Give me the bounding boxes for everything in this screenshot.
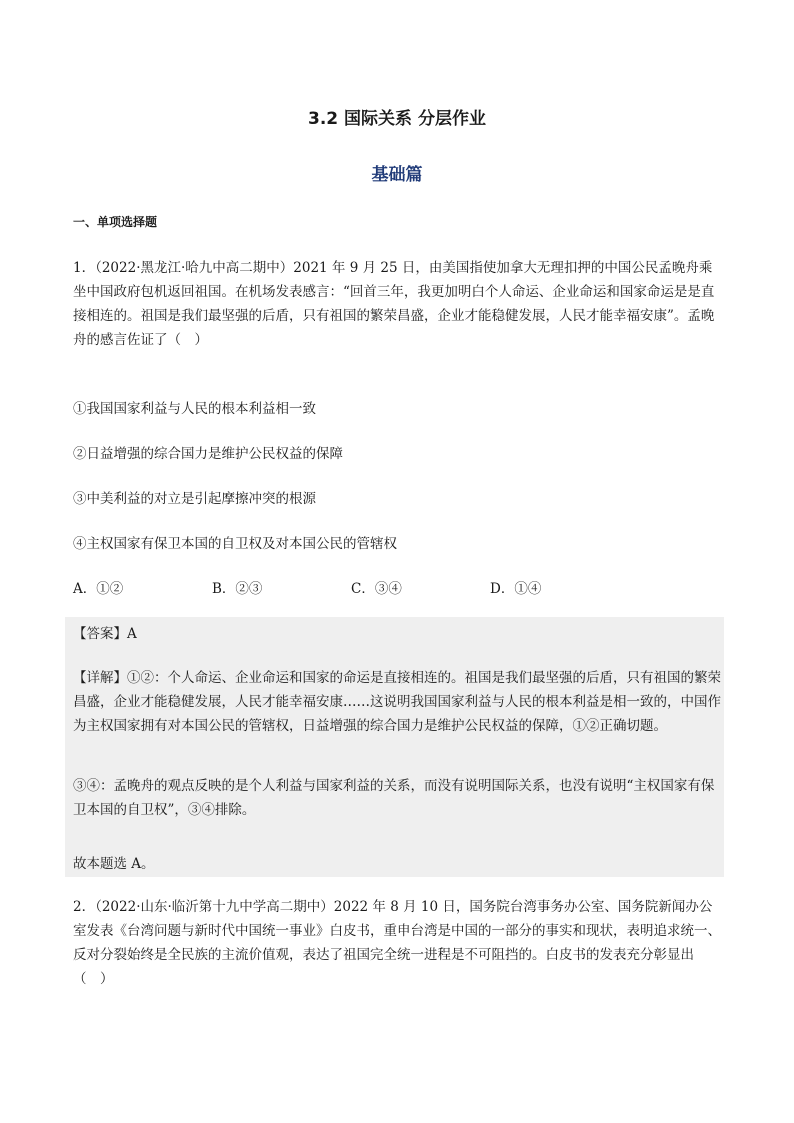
choice-d: D．①④ xyxy=(490,581,542,597)
question-1-option-2: ②日益增强的综合国力是维护公民权益的保障 xyxy=(73,446,343,462)
detail-paragraph-1: 【详解】①②：个人命运、企业命运和国家的命运是直接相连的。祖国是我们最坚强的后盾，只有祖国的繁荣昌盛，企业才能稳健发展，人民才能幸福安康……这说明我国国家利益与人民的根本利益是相一致的，中国作为主权国家拥有对本国公民的管辖权，日益增强的综合国力是维护公民权益的保障，①②正确切题。 xyxy=(73,670,721,734)
detail-paragraph-2: ③④：孟晚舟的观点反映的是个人利益与国家利益的关系，而没有说明国际关系，也没有说明“主权国家有保卫本国的自卫权”，③④排除。 xyxy=(73,778,715,818)
answer-box xyxy=(65,617,724,877)
choice-b: B．②③ xyxy=(212,581,263,597)
conclusion-line: 故本题选 A。 xyxy=(73,856,155,872)
question-1-option-3: ③中美利益的对立是引起摩擦冲突的根源 xyxy=(73,491,316,507)
document-title: 3.2 国际关系 分层作业 xyxy=(308,109,486,129)
answer-line: 【答案】A xyxy=(73,626,137,642)
question-2-stem: 2．（2022·山东·临沂第十九中学高二期中）2022 年 8 月 10 日，国务院台湾事务办公室、国务院新闻办公室发表《台湾问题与新时代中国统一事业》白皮书，重申台湾是中国的一部分的事实和现状，表明追求统一、反对分裂始终是全民族的主流价值观，表达了祖国完全统一进程是不可阻挡的。白皮书的发表充分彰显出（ ） xyxy=(73,899,721,987)
section-heading: 一、单项选择题 xyxy=(73,215,158,229)
choice-a: A．①② xyxy=(73,581,124,597)
question-1-option-1: ①我国国家利益与人民的根本利益相一致 xyxy=(73,401,316,417)
question-1-stem: 1．（2022·黑龙江·哈九中高二期中）2021 年 9 月 25 日，由美国指使加拿大无理扣押的中国公民孟晚舟乘坐中国政府包机返回祖国。在机场发表感言：“回首三年，我更加明白个人命运、企业命运和国家命运是是直接相连的。祖国是我们最坚强的后盾，只有祖国的繁荣昌盛，企业才能稳健发展，人民才能幸福安康”。孟晚舟的感言佐证了（ ） xyxy=(73,260,715,348)
choice-c: C．③④ xyxy=(351,581,402,597)
question-1-option-4: ④主权国家有保卫本国的自卫权及对本国公民的管辖权 xyxy=(73,536,397,552)
document-subtitle: 基础篇 xyxy=(371,165,423,185)
question-1-choices xyxy=(73,577,629,601)
